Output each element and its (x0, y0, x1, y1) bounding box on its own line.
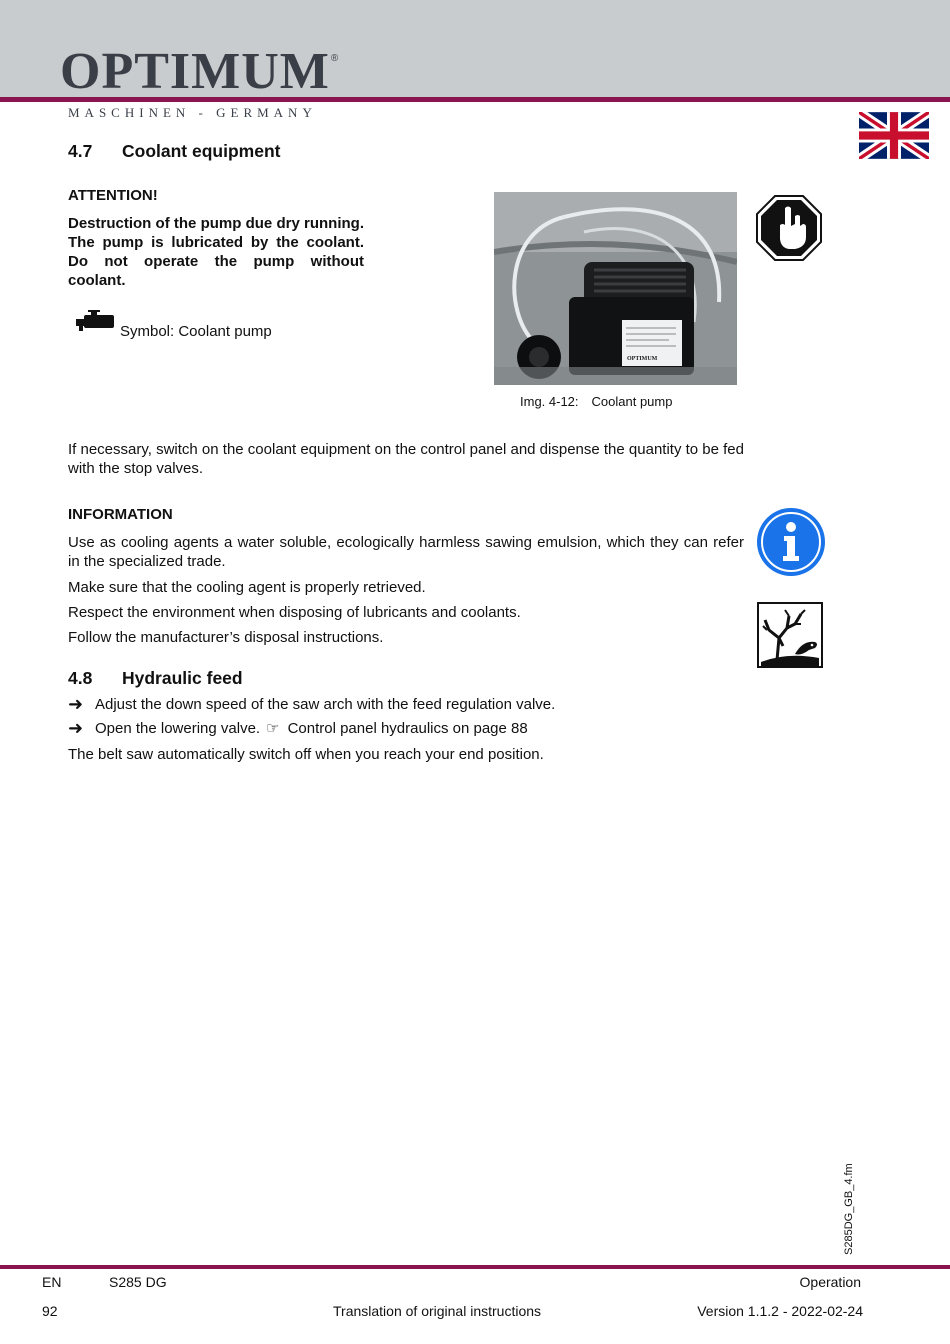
info-text-1: Use as cooling agents a water soluble, ecologically harmless sawing emulsion, which they can refer in the specialized trade. (68, 534, 744, 570)
footer-page-number: 92 (42, 1303, 58, 1319)
step-2 (68, 719, 528, 738)
registered-mark: ® (330, 53, 340, 64)
closing-text: The belt saw automatically switch off when you reach your end position. (68, 746, 544, 763)
arrow-right-icon: ➜ (68, 718, 84, 738)
coolant-pump-photo (494, 192, 737, 385)
environment-hazard-icon (757, 602, 823, 668)
footer-version: Version 1.1.2 - 2022-02-24 (697, 1303, 863, 1319)
image-label: Img. 4-12: (520, 394, 579, 409)
coolant-body-text: If necessary, switch on the coolant equipment on the control panel and dispense the quantity to be fed with the stop valves. (68, 441, 744, 477)
footer-doc-note: Translation of original instructions (333, 1303, 542, 1319)
image-caption (520, 394, 672, 409)
side-file-id: S285DG_GB_4.fm (843, 1163, 855, 1255)
information-label: INFORMATION (68, 506, 173, 523)
uk-flag-icon (859, 112, 929, 159)
info-text-3: Respect the environment when disposing of lubricants and coolants. (68, 604, 521, 621)
image-title: Coolant pump (591, 394, 673, 409)
section-number: 4.7 (68, 141, 93, 161)
section-heading-4-7 (68, 141, 280, 162)
section-title: Coolant equipment (122, 141, 281, 161)
attention-text: Destruction of the pump due dry running. The pump is lubricated by the coolant. Do not operate the pump without coolant. (68, 215, 364, 289)
info-icon (756, 507, 826, 577)
photo-label-text: OPTIMUM (627, 356, 658, 362)
step-2-text: Open the lowering valve. (95, 720, 261, 737)
brand-tagline: MASCHINEN - GERMANY (68, 105, 317, 120)
attention-label: ATTENTION! (68, 187, 158, 204)
info-text-4: Follow the manufacturer’s disposal instructions. (68, 629, 384, 646)
stop-hand-icon (755, 194, 823, 262)
step-1 (68, 695, 555, 714)
pointing-hand-icon: ☞ (266, 720, 280, 737)
footer-model: S285 DG (109, 1274, 167, 1290)
footer-language: EN (42, 1274, 62, 1290)
symbol-caption: Symbol: Coolant pump (120, 323, 272, 340)
step-1-text: Adjust the down speed of the saw arch with the feed regulation valve. (95, 696, 556, 713)
section-title: Hydraulic feed (122, 668, 243, 688)
step-2-reference-link[interactable]: Control panel hydraulics on page 88 (287, 720, 528, 737)
brand-name: OPTIMUM (60, 43, 330, 100)
footer-rule (0, 1265, 950, 1269)
arrow-right-icon: ➜ (68, 694, 84, 714)
info-text-2: Make sure that the cooling agent is properly retrieved. (68, 579, 426, 596)
coolant-pump-symbol-icon (76, 310, 114, 332)
section-number: 4.8 (68, 668, 93, 688)
footer-section: Operation (799, 1274, 861, 1290)
brand-logo (60, 43, 340, 100)
section-heading-4-8 (68, 668, 243, 689)
